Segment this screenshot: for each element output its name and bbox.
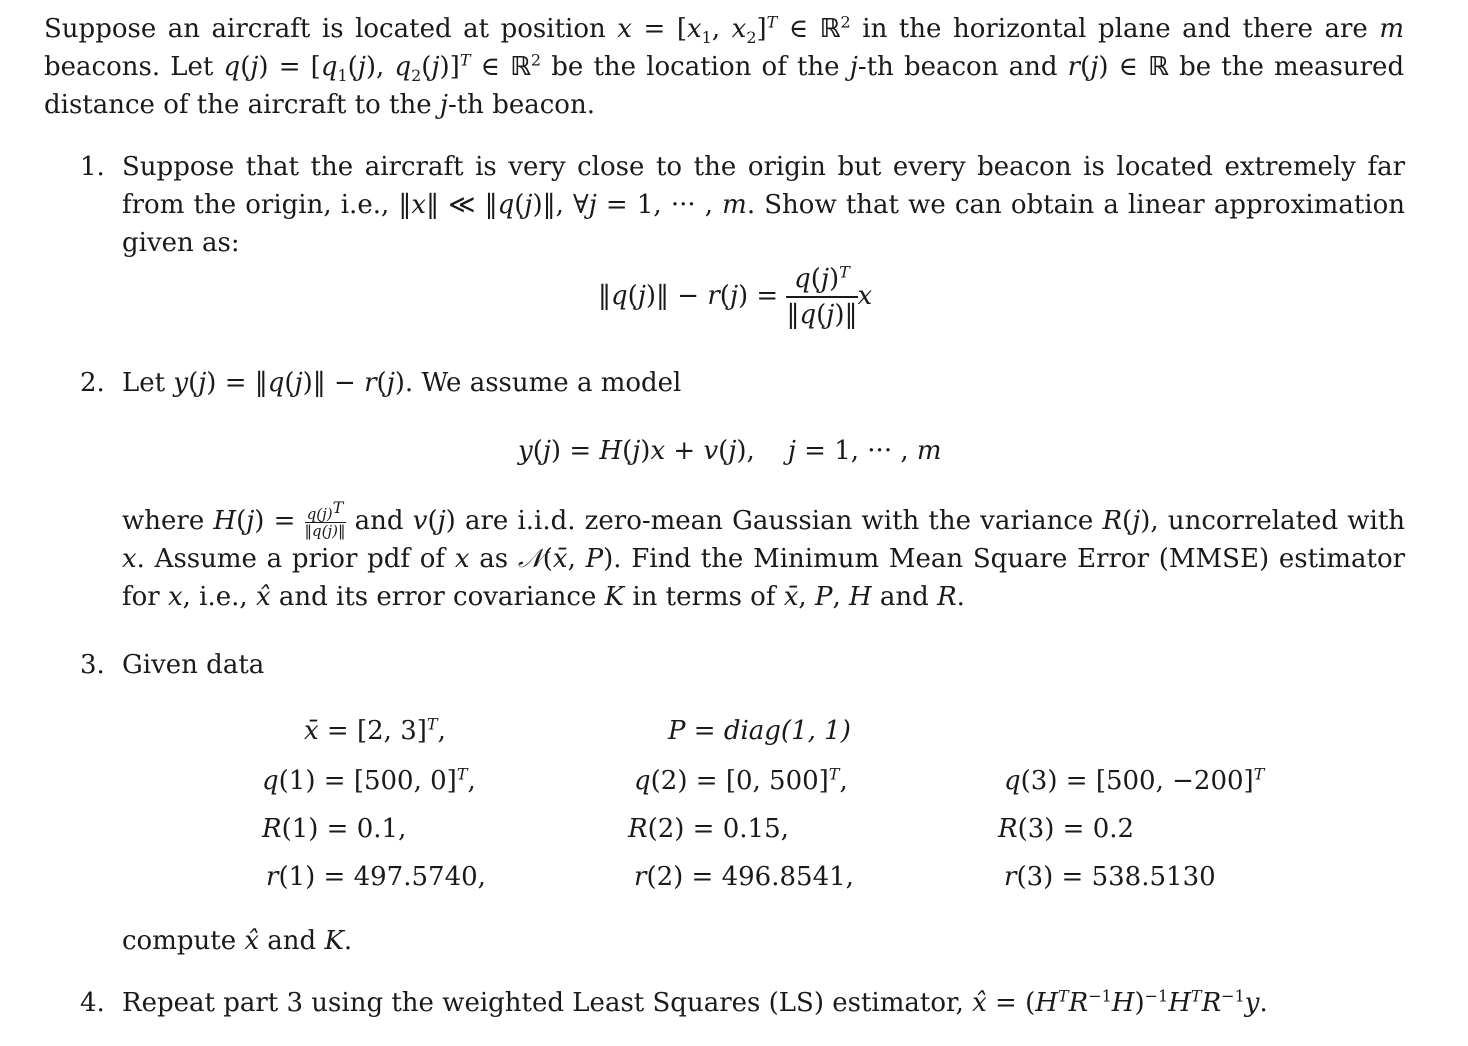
- item-2-text-11: and its error covariance: [278, 582, 597, 612]
- xbar-value: x̄ = [2, 3]$^T$,: [304, 714, 446, 746]
- r2-value: r(2) = 496.8541,: [634, 862, 854, 892]
- item-number: 2.: [80, 368, 105, 398]
- item-2: 2. Let y(j) = ‖q(j)‖ − r(j). We assume a model: [80, 364, 1405, 402]
- intro-text-6: be the measured distance of the aircraft to the: [44, 52, 1405, 120]
- item-1: 1. Suppose that the aircraft is very close to the origin but every beacon is located extremely far from the origin, i.e., ‖x‖ ≪ ‖q(j)‖, ∀j = 1, ··· , m. Show that we can obtain a linear approximation given as:: [80, 148, 1405, 262]
- item-3: [80, 646, 1405, 684]
- equation-linear-approx: ‖q(j)‖ − r(j) = $\frac{q(j)^T}{‖q(j)‖}$ x: [598, 262, 873, 330]
- item-2-continued: where H(j) = $\frac{q(j)^T}{‖q(j)‖}$ and v(j) are i.i.d. zero-mean Gaussian with the variance R(j), uncorrelated with x. Assume a prior pdf of x as 𝒩(x̄, P). Find the Minimum Mean Square Error (MMSE) estimator for x, i.e., x̂ and its error covariance K in terms of x̄, P, H and R.: [122, 497, 1406, 612]
- equation-model: y(j) = H(j)x + v(j), j = 1, ··· , m: [518, 436, 942, 466]
- intro-text-7: -th beacon.: [447, 90, 595, 120]
- R3-value: R(3) = 0.2: [998, 814, 1135, 844]
- item-2-text-5: are i.i.d. zero-mean Gaussian with the variance: [464, 506, 1094, 536]
- item-3-text-2: compute: [122, 926, 237, 956]
- q3-value: q(3) = [500, −200]$^T$: [1004, 764, 1265, 796]
- item-3-text-1: Given data: [122, 650, 265, 680]
- q1-value: q(1) = [500, 0]$^T$,: [262, 764, 476, 796]
- item-2-text-10: , i.e.,: [182, 582, 248, 612]
- intro-paragraph: Suppose an aircraft is located at position $x = [x_1$, $x_2]^T$ ∈ ℝ$^2$ in the horizontal plane and there are m beacons. Let $q(j) = [q_1(j)$, $q_2(j)]^T$ ∈ ℝ$^2$ be the location of the j-th beacon and r(j) ∈ ℝ be the measured distance of the aircraft to the j-th beacon.: [44, 12, 1405, 120]
- item-2-text-13: and: [879, 582, 929, 612]
- item-2-text-4: and: [354, 506, 404, 536]
- item-1-text-1: Suppose that the aircraft is very close to the origin but every beacon is located extremely far from the origin, i.e.,: [122, 152, 1405, 220]
- item-2-text-12: in terms of: [632, 582, 776, 612]
- item-3-text-3: and: [267, 926, 317, 956]
- intro-text-5: -th beacon and: [857, 52, 1058, 82]
- item-4-text-1: Repeat part 3 using the weighted Least Squares (LS) estimator,: [122, 988, 964, 1018]
- item-2-text-8: as: [479, 544, 509, 574]
- item-2-text-7: . Assume a prior pdf of: [136, 544, 446, 574]
- R2-value: R(2) = 0.15,: [628, 814, 789, 844]
- item-2-text-6: , uncorrelated with: [1150, 506, 1406, 536]
- item-2-text-9: . Find the Minimum Mean Square Error (MMSE) estimator for: [122, 544, 1406, 612]
- item-4: 4. Repeat part 3 using the weighted Least Squares (LS) estimator, x̂ = $(H^TR^{-1}H)^{-1}H^TR^{-1}y$.: [80, 984, 1405, 1022]
- intro-text-1: Suppose an aircraft is located at position: [44, 14, 606, 44]
- item-2-text-3: where: [122, 506, 205, 536]
- item-3-compute: compute x̂ and K.: [122, 926, 353, 956]
- item-2-text-1: Let: [122, 368, 166, 398]
- q2-value: q(2) = [0, 500]$^T$,: [634, 764, 848, 796]
- P-value: P = diag(1, 1): [668, 716, 851, 746]
- intro-text-4: be the location of the: [551, 52, 840, 82]
- r3-value: r(3) = 538.5130: [1004, 862, 1216, 892]
- intro-text-3: beacons. Let: [44, 52, 214, 82]
- intro-text-2: in the horizontal plane and there are: [862, 14, 1368, 44]
- item-number: 3.: [80, 650, 105, 680]
- item-number: 1.: [80, 152, 105, 182]
- R1-value: R(1) = 0.1,: [262, 814, 407, 844]
- item-2-text-2: . We assume a model: [404, 368, 682, 398]
- item-number: 4.: [80, 988, 105, 1018]
- r1-value: r(1) = 497.5740,: [266, 862, 486, 892]
- item-1-text-2: . Show that we can obtain a linear approximation given as:: [122, 190, 1405, 258]
